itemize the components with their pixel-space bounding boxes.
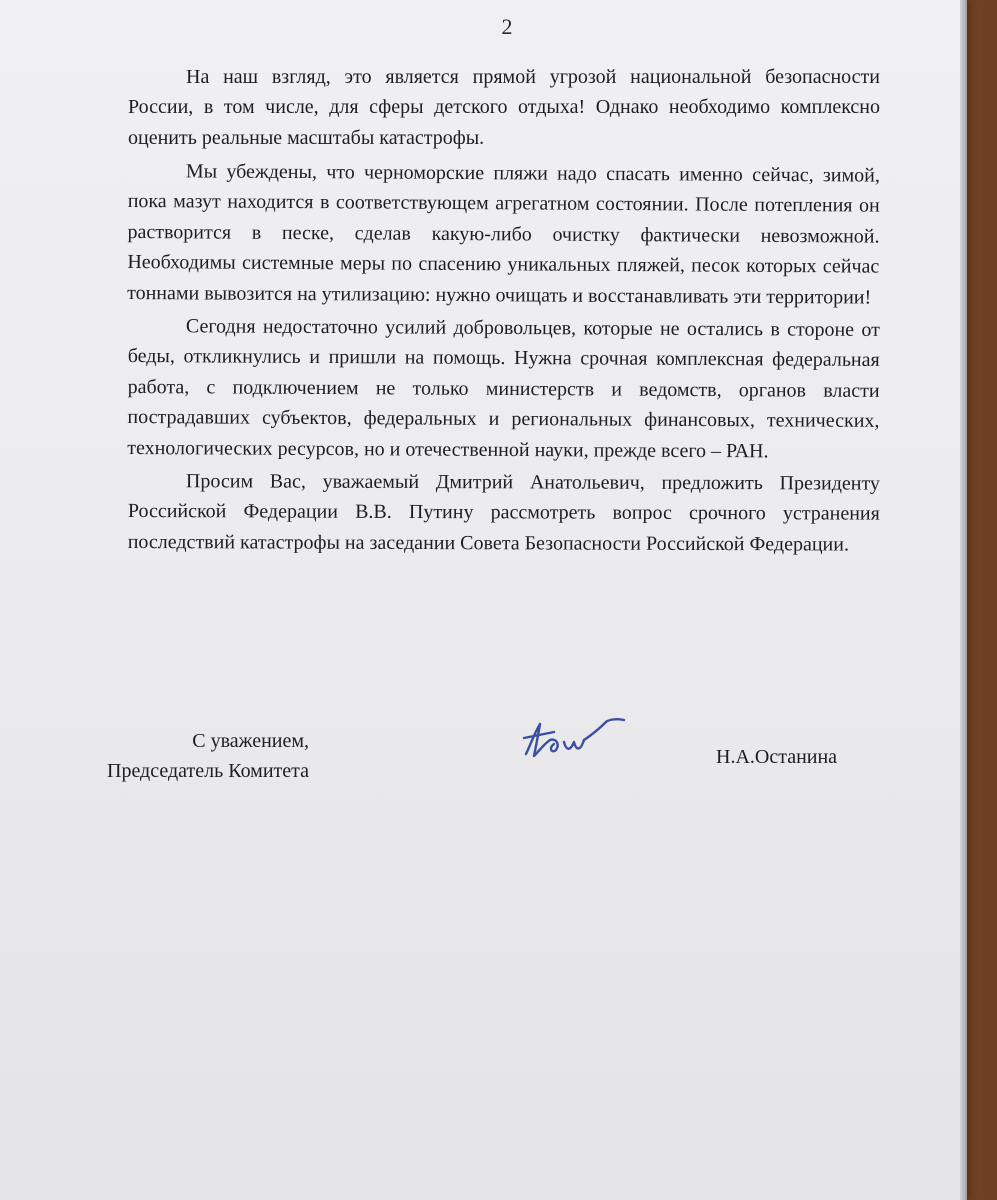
closing-position: Председатель Комитета (107, 760, 310, 782)
paper-stack-edge (960, 0, 967, 1200)
paragraph-threat: На наш взгляд, это является прямой угрозой национальной безопасности России, в том числе, для сферы детского отдыха! Однако необходимо комплексно оценить реальные масштабы катастрофы. (128, 66, 880, 149)
signatory-name: Н.А.Останина (716, 746, 838, 768)
page-number: 2 (501, 14, 513, 39)
paragraph-request: Просим Вас, уважаемый Дмитрий Анатольевич, предложить Президенту Российской Федерации В.В. Путину рассмотреть вопрос срочного устранения последствий катастрофы на заседании Совета Безопасности Российской Федерации. (127, 470, 880, 556)
handwritten-signature-icon (520, 716, 630, 762)
paragraph-volunteers: Сегодня недостаточно усилий добровольцев, которые не остались в стороне от беды, откликнулись и пришли на помощь. Нужна срочная комплексная федеральная работа, с подключением не только министерств и ведомств, органов власти пострадавших субъектов, федеральных и региональных финансовых, технических, технологических ресурсов, но и отечественной науки, прежде всего – РАН. (127, 315, 880, 463)
closing-block (107, 726, 309, 786)
paragraph-beaches: Мы убеждены, что черноморские пляжи надо спасать именно сейчас, зимой, пока мазут находится в соответствующем агрегатном состоянии. После потепления он растворится в песке, сделав какую-либо очистку фактически невозможной. Необходимы системные меры по спасению уникальных пляжей, песок которых сейчас тоннами вывозится на утилизацию: нужно очищать и восстанавливать эти территории! (127, 160, 880, 309)
letter-body (128, 62, 880, 561)
closing-greeting: С уважением, (192, 730, 310, 752)
